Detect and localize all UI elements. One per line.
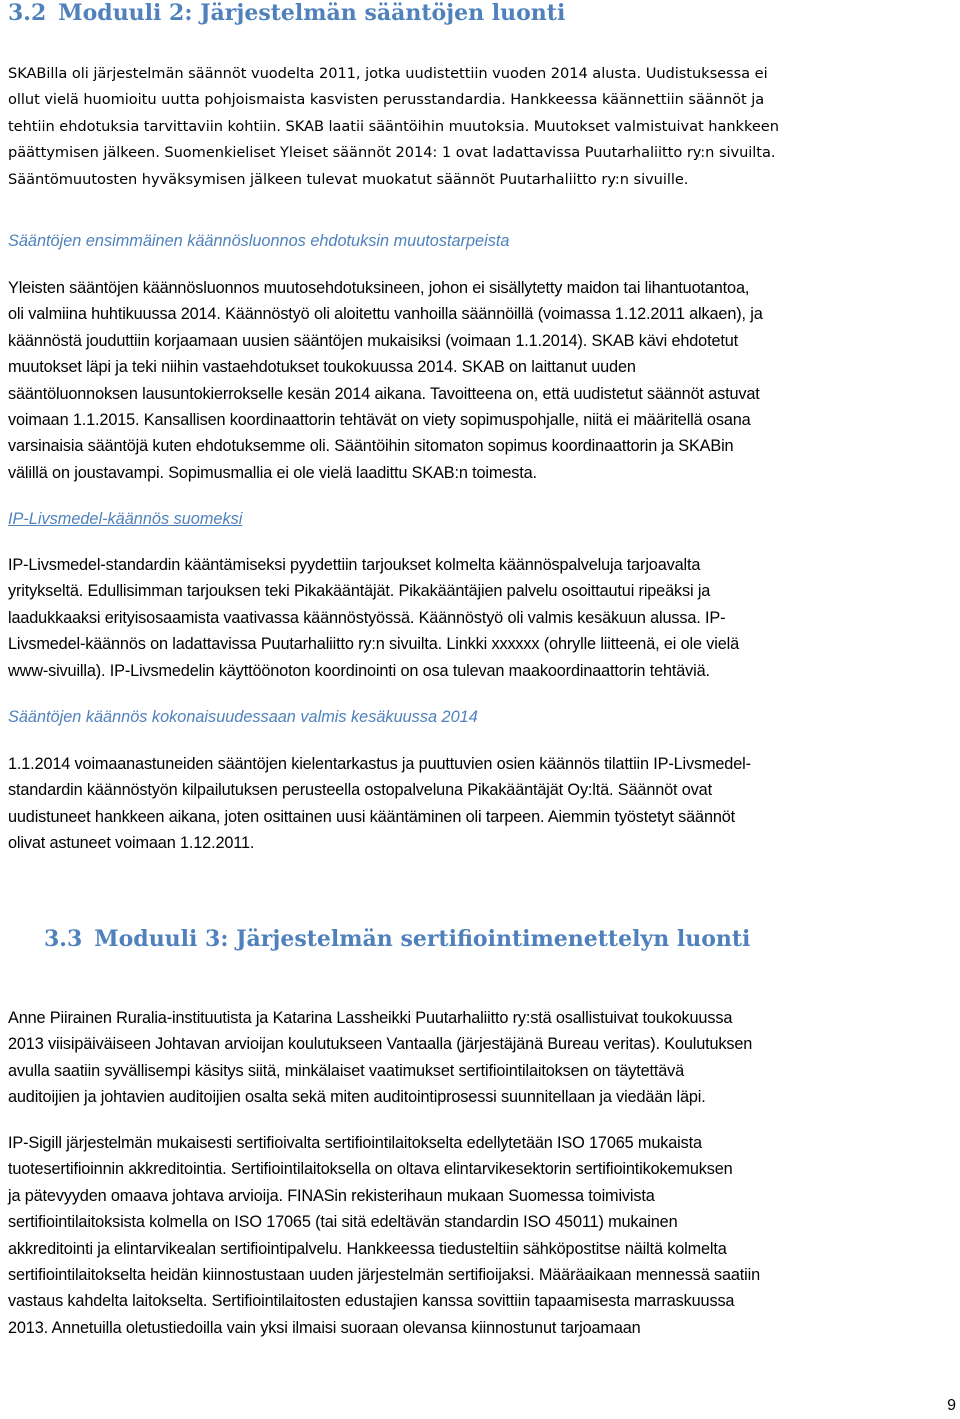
text-line: muutokset läpi ja teki niihin vastaehdotukset toukokuussa 2014. SKAB on laittanut uuden <box>8 358 636 377</box>
text-line: yritykseltä. Edullisimman tarjouksen teki Pikakääntäjät. Pikakääntäjien palvelu osoittautui ripeäksi ja <box>8 582 711 601</box>
subheading-first-draft: Sääntöjen ensimmäinen käännösluonnos ehdotuksin muutostarpeista <box>8 232 510 250</box>
text-line: tuotesertifioinnin akkreditointia. Sertifiointilaitoksella on oltava elintarvikesektorin sertifiointikokemuksen <box>8 1160 733 1179</box>
text-line: oli valmiina huhtikuussa 2014. Käännöstyö oli aloitettu vanhoilla säännöillä (voimassa 1.12.2011 alkaen), ja <box>8 305 763 324</box>
text-line: laadukkaaksi erityisosaamista vaativassa käännöstyössä. Käännöstyö oli valmis kesäkuun alussa. IP- <box>8 608 726 627</box>
paragraph-ip-livsmedel <box>8 552 954 684</box>
section-heading-3-2 <box>8 0 565 26</box>
text-line: avulla saatiin syvällisempi käsitys siitä, minkälaiset vaatimukset sertifiointilaitoksen on täytettävä <box>8 1061 685 1080</box>
paragraph-certification-bodies <box>8 1130 954 1341</box>
text-line: IP-Livsmedel-standardin kääntämiseksi pyydettiin tarjoukset kolmelta käännöspalveluja tarjoavalta <box>8 556 701 574</box>
text-line: Sääntömuutosten hyväksymisen jälkeen tulevat muokatut säännöt Puutarhaliitto ry:n sivuille. <box>8 170 689 188</box>
intro-paragraph <box>8 61 954 193</box>
text-line: standardin käännöstyön kilpailutuksen perusteella ostopalveluna Pikakääntäjät Oy:ltä. Säännöt ovat <box>8 781 712 800</box>
text-line: auditoijien ja johtavien auditoijien osalta sekä miten auditointiprosessi suunnitellaan ja viedään läpi. <box>8 1088 706 1107</box>
text-line: ollut vielä huomioitu uutta pohjoismaista kasvisten perusstandardia. Hankkeessa käännettiin säännöt ja <box>8 91 765 109</box>
paragraph-auditor-training <box>8 1005 954 1111</box>
text-line: sertifiointilaitokselta heidän kiinnostustaan uuden järjestelmän sertifioijaksi. Määräaikaan mennessä saatiin <box>8 1266 761 1285</box>
text-line: tehtiin ehdotuksia tarvittaviin kohtiin. SKAB laatii sääntöihin muutoksia. Muutokset valmistuivat hankkeen <box>8 117 779 135</box>
text-line: www-sivuilla). IP-Livsmedelin käyttöönoton koordinointi on osa tulevan maakoordinaattorin tehtäviä. <box>8 661 710 680</box>
text-line: välillä on joustavampi. Sopimusmallia ei ole vielä laadittu SKAB:n toimesta. <box>8 463 537 482</box>
text-line: olivat astuneet voimaan 1.12.2011. <box>8 834 255 853</box>
section-number: 3.3 <box>44 926 83 952</box>
text-line: IP-Sigill järjestelmän mukaisesti sertifioivalta sertifiointilaitokselta edellytetään ISO 17065 mukaista <box>8 1134 702 1152</box>
subheading-translation-complete: Sääntöjen käännös kokonaisuudessaan valmis kesäkuussa 2014 <box>8 708 478 726</box>
text-line: akkreditointi ja elintarvikealan sertifiointipalvelu. Hankkeessa tiedusteltiin sähköpostitse näiltä kolmelta <box>8 1239 727 1258</box>
text-line: Anne Piirainen Ruralia-instituutista ja Katarina Lassheikki Puutarhaliitto ry:stä osallistuivat toukokuussa <box>8 1009 733 1027</box>
section-title: Moduuli 2: Järjestelmän sääntöjen luonti <box>58 0 566 26</box>
text-line: vastaus kahdelta laitokselta. Sertifiointilaitosten edustajien kanssa sovittiin tapaamisesta marraskuussa <box>8 1292 735 1311</box>
text-line: sääntöluonnoksen lausuntokierrokselle kesän 2014 aikana. Tavoitteena on, että uudistetut säännöt astuvat <box>8 384 760 403</box>
text-line: 2013 viisipäiväiseen Johtavan arvioijan koulutukseen Vantaalla (järjestäjänä Bureau veritas). Koulutuksen <box>8 1035 753 1054</box>
text-line: varsinaisia sääntöjä kuten ehdotuksemme oli. Sääntöihin sitomaton sopimus koordinaattorin ja SKABin <box>8 437 734 456</box>
text-line: sertifiointilaitoksista kolmella on ISO 17065 (tai sitä edeltävän standardin ISO 45011) mukainen <box>8 1213 678 1232</box>
text-line: SKABilla oli järjestelmän säännöt vuodelta 2011, jotka uudistettiin vuoden 2014 alusta. Uudistuksessa ei <box>8 65 768 82</box>
text-line: ja pätevyyden omaava johtava arvioija. FINASin rekisterihaun mukaan Suomessa toimivista <box>8 1186 655 1205</box>
section-number: 3.2 <box>8 0 47 26</box>
text-line: voimaan 1.1.2015. Kansallisen koordinaattorin tehtävät on viety sopimuspohjalle, niitä ei määritellä osana <box>8 411 751 430</box>
text-line: käännöstä jouduttiin korjaamaan uusien sääntöjen mukaisiksi (voimaan 1.1.2014). SKAB kävi ehdotetut <box>8 331 739 350</box>
text-line: Yleisten sääntöjen käännösluonnos muutosehdotuksineen, johon ei sisällytetty maidon tai lihantuotantoa, <box>8 279 750 297</box>
paragraph-translation-complete <box>8 751 954 857</box>
section-heading-3-3 <box>44 926 750 952</box>
text-line: 1.1.2014 voimaanastuneiden sääntöjen kielentarkastus ja puuttuvien osien käännös tilattiin IP-Livsmedel- <box>8 755 751 773</box>
page-number: 9 <box>947 1397 956 1414</box>
text-line: 2013. Annetuilla oletustiedoilla vain yksi ilmaisi suoraan olevansa kiinnostunut tarjoamaan <box>8 1318 641 1337</box>
text-line: Livsmedel-käännös on ladattavissa Puutarhaliitto ry:n sivuilta. Linkki xxxxxx (ohrylle liitteenä, ei ole vielä <box>8 635 739 654</box>
paragraph-first-draft <box>8 275 954 486</box>
subheading-ip-livsmedel: IP-Livsmedel-käännös suomeksi <box>8 510 243 528</box>
text-line: päättymisen jälkeen. Suomenkieliset Yleiset säännöt 2014: 1 ovat ladattavissa Puutarhaliitto ry:n sivuilta. <box>8 144 776 162</box>
section-title: Moduuli 3: Järjestelmän sertifiointimenettelyn luonti <box>94 926 751 952</box>
text-line: uudistuneet hankkeen aikana, joten osittainen uusi kääntäminen oli tarpeen. Aiemmin työstetyt säännöt <box>8 807 736 826</box>
